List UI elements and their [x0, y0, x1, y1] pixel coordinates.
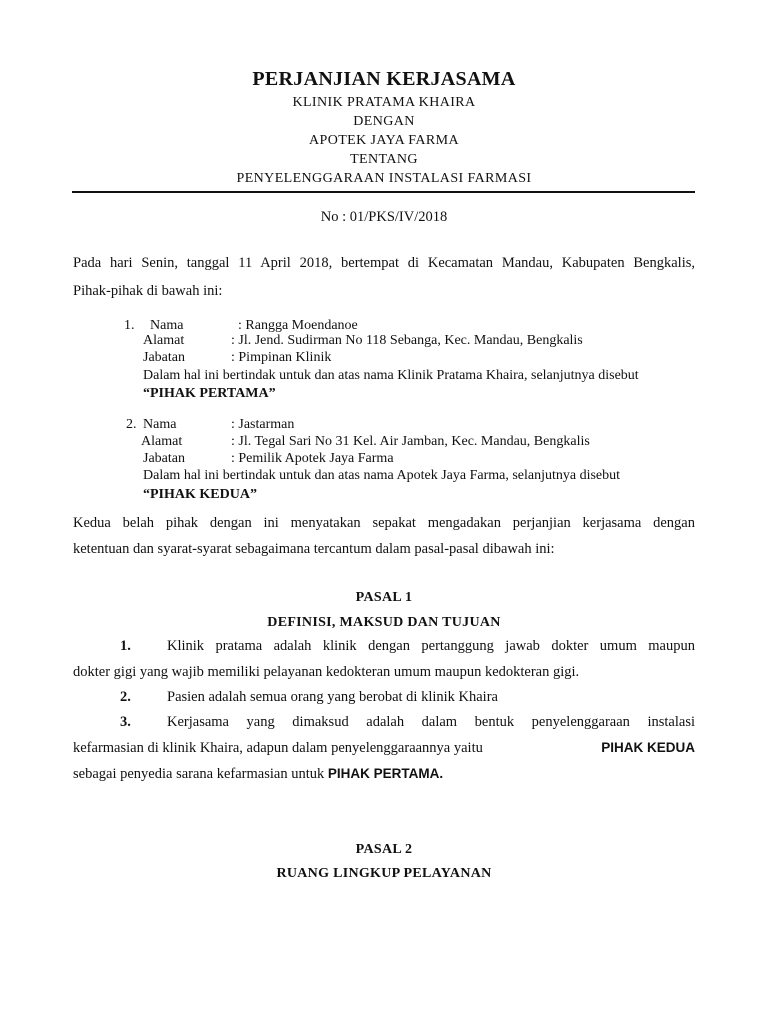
- party-1-alamat-value: : Jl. Jend. Sudirman No 118 Sebanga, Kec. Mandau, Bengkalis: [231, 333, 583, 348]
- document-title: PERJANJIAN KERJASAMA: [252, 68, 516, 90]
- header-line-clinic: KLINIK PRATAMA KHAIRA: [292, 95, 476, 110]
- item-2-line-1: Pasien adalah semua orang yang berobat di klinik Khaira: [167, 689, 498, 705]
- item-3-pihak-kedua: PIHAK KEDUA: [601, 740, 695, 755]
- pasal-1-heading: PASAL 1: [355, 590, 413, 605]
- pasal-2-subheading: RUANG LINGKUP PELAYANAN: [276, 866, 492, 881]
- party-1-designation: “PIHAK PERTAMA”: [143, 386, 276, 401]
- item-3-line-3: [73, 766, 443, 783]
- party-2-statement: Dalam hal ini bertindak untuk dan atas nama Apotek Jaya Farma, selanjutnya disebut: [143, 468, 621, 483]
- header-line-dengan: DENGAN: [353, 114, 415, 129]
- pasal-2-heading: PASAL 2: [355, 842, 413, 857]
- opening-line-2: Pihak-pihak di bawah ini:: [73, 283, 223, 299]
- party-1-nama-label: Nama: [150, 318, 184, 333]
- party-1-statement: Dalam hal ini bertindak untuk dan atas nama Klinik Pratama Khaira, selanjutnya disebut: [143, 368, 639, 383]
- opening-line-1: Pada hari Senin, tanggal 11 April 2018, bertempat di Kecamatan Mandau, Kabupaten Bengkalis,: [73, 255, 695, 271]
- header-line-subject: PENYELENGGARAAN INSTALASI FARMASI: [236, 171, 532, 186]
- item-3-line-1: Kerjasama yang dimaksud adalah dalam bentuk penyelenggaraan instalasi: [167, 714, 695, 730]
- item-1-line-2: dokter gigi yang wajib memiliki pelayanan kedokteran umum maupun kedokteran gigi.: [73, 664, 580, 680]
- party-1-alamat-label: Alamat: [143, 333, 185, 348]
- party-2-jabatan-label: Jabatan: [143, 451, 185, 466]
- item-3-number: 3.: [120, 714, 131, 730]
- item-3-pihak-pertama: PIHAK PERTAMA.: [327, 766, 444, 781]
- header-divider: [72, 191, 695, 193]
- item-3-line-2: [73, 740, 695, 757]
- party-2-jabatan-value: : Pemilik Apotek Jaya Farma: [231, 451, 394, 466]
- party-1-jabatan-label: Jabatan: [143, 350, 185, 365]
- party-1-number: 1.: [124, 318, 135, 333]
- party-1-jabatan-value: : Pimpinan Klinik: [231, 350, 332, 365]
- pasal-1-subheading: DEFINISI, MAKSUD DAN TUJUAN: [267, 615, 501, 630]
- header-line-tentang: TENTANG: [350, 152, 418, 167]
- agreement-number: No : 01/PKS/IV/2018: [320, 209, 448, 225]
- party-2-nama-label: Nama: [143, 417, 177, 432]
- party-1-nama-value: : Rangga Moendanoe: [238, 318, 358, 333]
- item-3-line-2-text: kefarmasian di klinik Khaira, adapun dalam penyelenggaraannya yaitu: [73, 740, 483, 756]
- item-1-line-1: Klinik pratama adalah klinik dengan pertanggung jawab dokter umum maupun: [167, 638, 695, 654]
- agreement-line-2: ketentuan dan syarat-syarat sebagaimana tercantum dalam pasal-pasal dibawah ini:: [73, 541, 555, 557]
- party-2-designation: “PIHAK KEDUA”: [143, 487, 257, 502]
- header-line-apotek: APOTEK JAYA FARMA: [309, 133, 459, 148]
- item-1-number: 1.: [120, 638, 131, 654]
- party-2-alamat-value: : Jl. Tegal Sari No 31 Kel. Air Jamban, Kec. Mandau, Bengkalis: [231, 434, 590, 449]
- agreement-line-1: Kedua belah pihak dengan ini menyatakan sepakat mengadakan perjanjian kerjasama dengan: [73, 515, 695, 531]
- item-3-line-3-text: sebagai penyedia sarana kefarmasian untuk: [73, 766, 325, 782]
- party-2-nama-value: : Jastarman: [231, 417, 295, 432]
- party-2-alamat-label: Alamat: [141, 434, 183, 449]
- item-2-number: 2.: [120, 689, 131, 705]
- party-2-number: 2.: [126, 417, 137, 432]
